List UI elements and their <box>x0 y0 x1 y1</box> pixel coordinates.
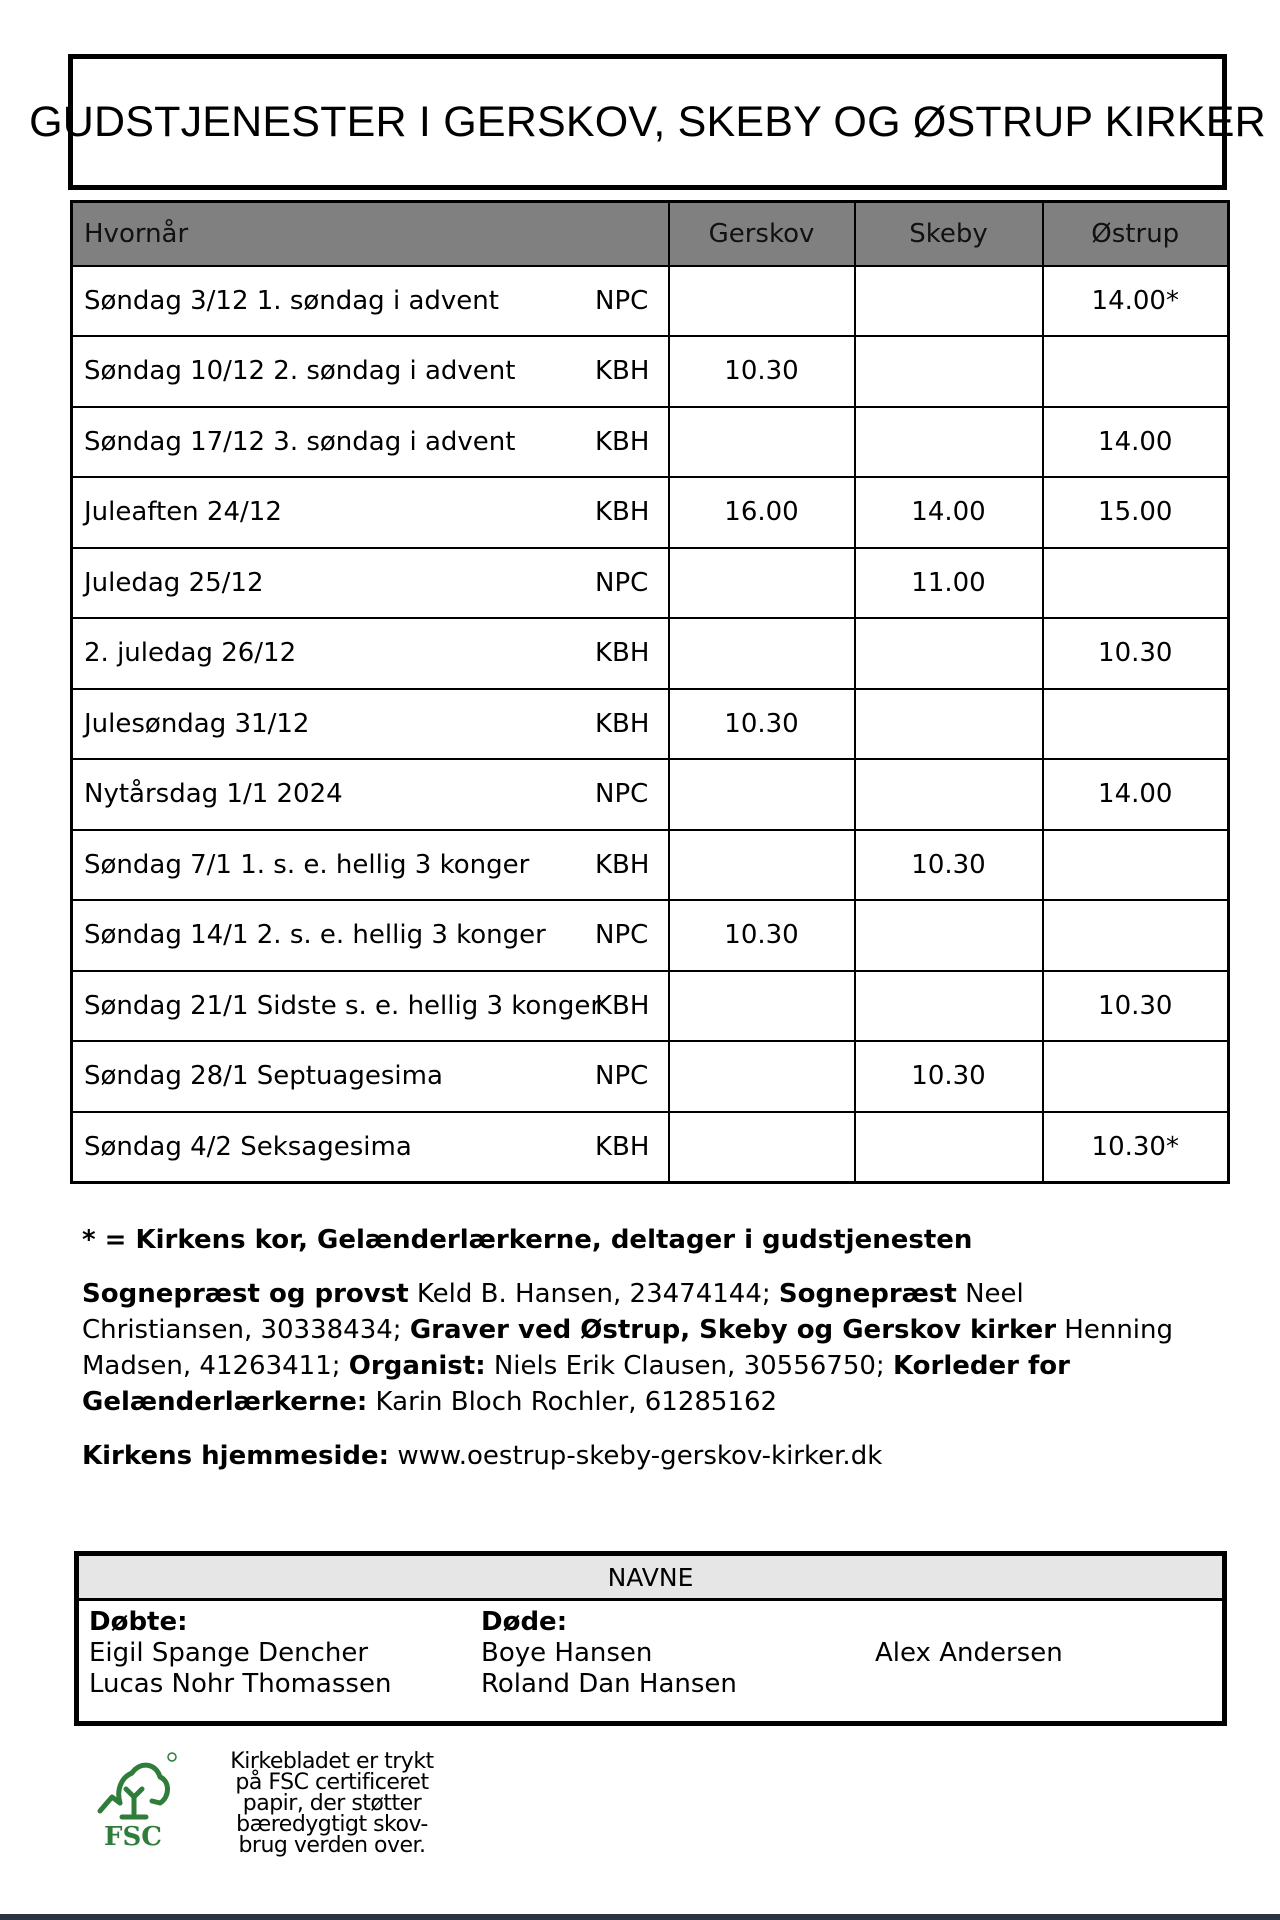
fsc-line: Kirkebladet er trykt <box>230 1749 434 1774</box>
table-row <box>72 830 1229 901</box>
service-cell <box>72 971 669 1042</box>
time-gerskov <box>669 266 855 337</box>
service-cell <box>72 477 669 548</box>
service-cell <box>72 1041 669 1112</box>
website-label: Kirkens hjemmeside: <box>82 1441 390 1471</box>
time-gerskov: 16.00 <box>669 477 855 548</box>
service-cell <box>72 1112 669 1183</box>
table-row <box>72 336 1229 407</box>
name-item: Lucas Nohr Thomassen <box>89 1669 392 1699</box>
time-gerskov <box>669 618 855 689</box>
time-gerskov <box>669 759 855 830</box>
service-description: Juledag 25/12 <box>84 567 264 598</box>
time-gerskov: 10.30 <box>669 336 855 407</box>
name-item: Roland Dan Hansen <box>481 1669 737 1699</box>
time-ostrup: 10.30* <box>1043 1112 1229 1183</box>
table-row <box>72 266 1229 337</box>
staff-label: Organist: <box>348 1351 486 1381</box>
service-description: Søndag 28/1 Septuagesima <box>84 1061 443 1092</box>
service-cell <box>72 548 669 619</box>
fsc-logo-text: FSC <box>104 1822 162 1851</box>
service-cell <box>72 618 669 689</box>
time-gerskov <box>669 407 855 478</box>
fsc-note <box>222 1751 442 1856</box>
table-row <box>72 1041 1229 1112</box>
table-row <box>72 407 1229 478</box>
time-skeby <box>855 689 1043 760</box>
time-ostrup: 14.00* <box>1043 266 1229 337</box>
time-ostrup <box>1043 548 1229 619</box>
staff-value: Neel Christiansen, 30338434; <box>82 1279 1024 1345</box>
time-skeby: 10.30 <box>855 1041 1043 1112</box>
pastor-initials: KBH <box>595 356 650 387</box>
fsc-line: på FSC certificeret <box>235 1770 429 1795</box>
bottom-border <box>0 1914 1280 1920</box>
staff-contacts <box>82 1276 1202 1420</box>
table-row <box>72 1112 1229 1183</box>
service-cell <box>72 407 669 478</box>
time-ostrup: 10.30 <box>1043 618 1229 689</box>
staff-label: Sognepræst og provst <box>82 1279 409 1309</box>
table-row <box>72 548 1229 619</box>
service-cell <box>72 266 669 337</box>
time-ostrup: 15.00 <box>1043 477 1229 548</box>
staff-value: Keld B. Hansen, 23474144; <box>416 1279 771 1309</box>
time-skeby: 10.30 <box>855 830 1043 901</box>
pastor-initials: KBH <box>595 1131 650 1162</box>
service-description: Nytårsdag 1/1 2024 <box>84 779 343 810</box>
pastor-initials: NPC <box>595 779 649 810</box>
table-row <box>72 971 1229 1042</box>
table-row <box>72 900 1229 971</box>
service-cell <box>72 689 669 760</box>
time-ostrup <box>1043 1041 1229 1112</box>
choir-note: * = Kirkens kor, Gelænderlærkerne, deltager i gudstjenesten <box>82 1225 973 1255</box>
pastor-initials: KBH <box>595 708 650 739</box>
names-box <box>74 1551 1227 1726</box>
time-ostrup <box>1043 336 1229 407</box>
header-ostrup: Østrup <box>1043 202 1229 266</box>
name-item: Eigil Spange Dencher <box>89 1638 369 1668</box>
service-description: Søndag 17/12 3. søndag i advent <box>84 426 516 457</box>
table-row <box>72 689 1229 760</box>
time-ostrup <box>1043 689 1229 760</box>
fsc-logo-icon <box>90 1745 180 1851</box>
table-row <box>72 759 1229 830</box>
pastor-initials: NPC <box>595 920 649 951</box>
time-skeby <box>855 266 1043 337</box>
time-skeby: 14.00 <box>855 477 1043 548</box>
table-row <box>72 477 1229 548</box>
website-link[interactable]: www.oestrup-skeby-gerskov-kirker.dk <box>397 1441 883 1471</box>
staff-value: Niels Erik Clausen, 30556750; <box>493 1351 885 1381</box>
pastor-initials: NPC <box>595 1061 649 1092</box>
service-description: 2. juledag 26/12 <box>84 638 297 669</box>
pastor-initials: KBH <box>595 638 650 669</box>
time-gerskov: 10.30 <box>669 689 855 760</box>
time-gerskov <box>669 1112 855 1183</box>
service-description: Søndag 14/1 2. s. e. hellig 3 konger <box>84 920 546 951</box>
service-description: Julesøndag 31/12 <box>84 708 310 739</box>
title-box <box>29 54 1266 190</box>
name-item: Boye Hansen <box>481 1638 653 1668</box>
time-gerskov <box>669 830 855 901</box>
service-description: Søndag 21/1 Sidste s. e. hellig 3 konger <box>84 990 602 1021</box>
header-skeby: Skeby <box>855 202 1043 266</box>
time-skeby <box>855 618 1043 689</box>
header-gerskov: Gerskov <box>669 202 855 266</box>
time-skeby <box>855 900 1043 971</box>
time-gerskov <box>669 548 855 619</box>
time-skeby <box>855 759 1043 830</box>
time-ostrup: 14.00 <box>1043 759 1229 830</box>
services-table <box>70 200 1230 1184</box>
staff-value: Henning Madsen, 41263411; <box>82 1315 1174 1381</box>
deceased-column <box>481 1607 737 1700</box>
staff-label: Graver ved Østrup, Skeby og Gerskov kirker <box>409 1315 1057 1345</box>
time-skeby <box>855 971 1043 1042</box>
service-cell <box>72 900 669 971</box>
time-skeby <box>855 336 1043 407</box>
names-heading: NAVNE <box>79 1556 1222 1601</box>
fsc-line: brug verden over. <box>238 1833 426 1858</box>
time-skeby <box>855 1112 1043 1183</box>
table-row <box>72 618 1229 689</box>
website-line <box>82 1438 1202 1474</box>
staff-value: Karin Bloch Rochler, 61285162 <box>375 1387 778 1417</box>
pastor-initials: KBH <box>595 497 650 528</box>
time-gerskov <box>669 971 855 1042</box>
time-skeby: 11.00 <box>855 548 1043 619</box>
service-cell <box>72 759 669 830</box>
service-description: Juleaften 24/12 <box>84 497 282 528</box>
time-ostrup <box>1043 830 1229 901</box>
notes <box>82 1222 1202 1474</box>
baptized-column <box>89 1607 391 1700</box>
pastor-initials: KBH <box>595 990 650 1021</box>
pastor-initials: NPC <box>595 285 649 316</box>
deceased-label: Døde: <box>481 1607 568 1637</box>
deceased-column-2 <box>875 1638 1063 1669</box>
header-when: Hvornår <box>72 202 669 266</box>
service-description: Søndag 10/12 2. søndag i advent <box>84 356 516 387</box>
pastor-initials: KBH <box>595 426 650 457</box>
service-description: Søndag 7/1 1. s. e. hellig 3 konger <box>84 849 530 880</box>
time-ostrup <box>1043 900 1229 971</box>
time-gerskov: 10.30 <box>669 900 855 971</box>
fsc-line: bæredygtigt skov- <box>236 1812 428 1837</box>
page-title: GUDSTJENESTER I GERSKOV, SKEBY OG ØSTRUP KIRKER <box>29 97 1266 146</box>
service-cell <box>72 336 669 407</box>
table-header-row <box>72 202 1229 266</box>
baptized-label: Døbte: <box>89 1607 188 1637</box>
time-ostrup: 14.00 <box>1043 407 1229 478</box>
time-ostrup: 10.30 <box>1043 971 1229 1042</box>
staff-label: Korleder for Gelænderlærkerne: <box>82 1351 1070 1417</box>
pastor-initials: KBH <box>595 849 650 880</box>
service-description: Søndag 3/12 1. søndag i advent <box>84 285 499 316</box>
pastor-initials: NPC <box>595 567 649 598</box>
staff-label: Sognepræst <box>778 1279 957 1309</box>
service-description: Søndag 4/2 Seksagesima <box>84 1131 412 1162</box>
service-cell <box>72 830 669 901</box>
name-item: Alex Andersen <box>875 1638 1063 1668</box>
time-skeby <box>855 407 1043 478</box>
fsc-line: papir, der støtter <box>242 1791 422 1816</box>
time-gerskov <box>669 1041 855 1112</box>
